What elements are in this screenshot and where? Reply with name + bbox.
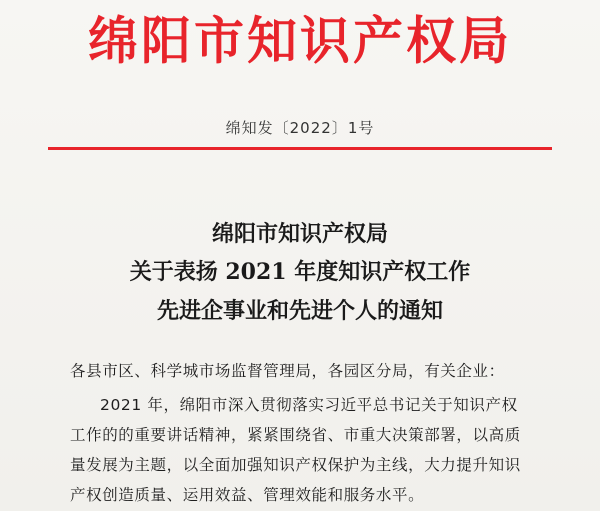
addressee-line: 各县市区、科学城市场监督管理局，各园区分局，有关企业：	[70, 362, 505, 380]
notice-title-line-1: 绵阳市知识产权局	[211, 221, 388, 247]
paragraph-line-3: 量发展为主题，以全面加强知识产权保护为主线，大力提升知识	[70, 456, 521, 474]
paragraph-line-4: 产权创造质量、运用效益、管理效能和服务水平。	[70, 486, 425, 504]
paragraph-line-2: 工作的的重要讲话精神，紧紧围绕省、市重大决策部署，以高质	[70, 426, 521, 444]
issuer-header-title: 绵阳市知识产权局	[88, 10, 512, 71]
document-number: 绵知发〔2022〕1号	[225, 119, 375, 137]
red-divider-line	[48, 147, 552, 150]
notice-title-line-2: 关于表扬 2021 年度知识产权工作	[129, 259, 471, 285]
paragraph-line-1: 2021 年，绵阳市深入贯彻落实习近平总书记关于知识产权	[100, 396, 518, 414]
notice-title-line-3: 先进企事业和先进个人的通知	[156, 298, 443, 324]
